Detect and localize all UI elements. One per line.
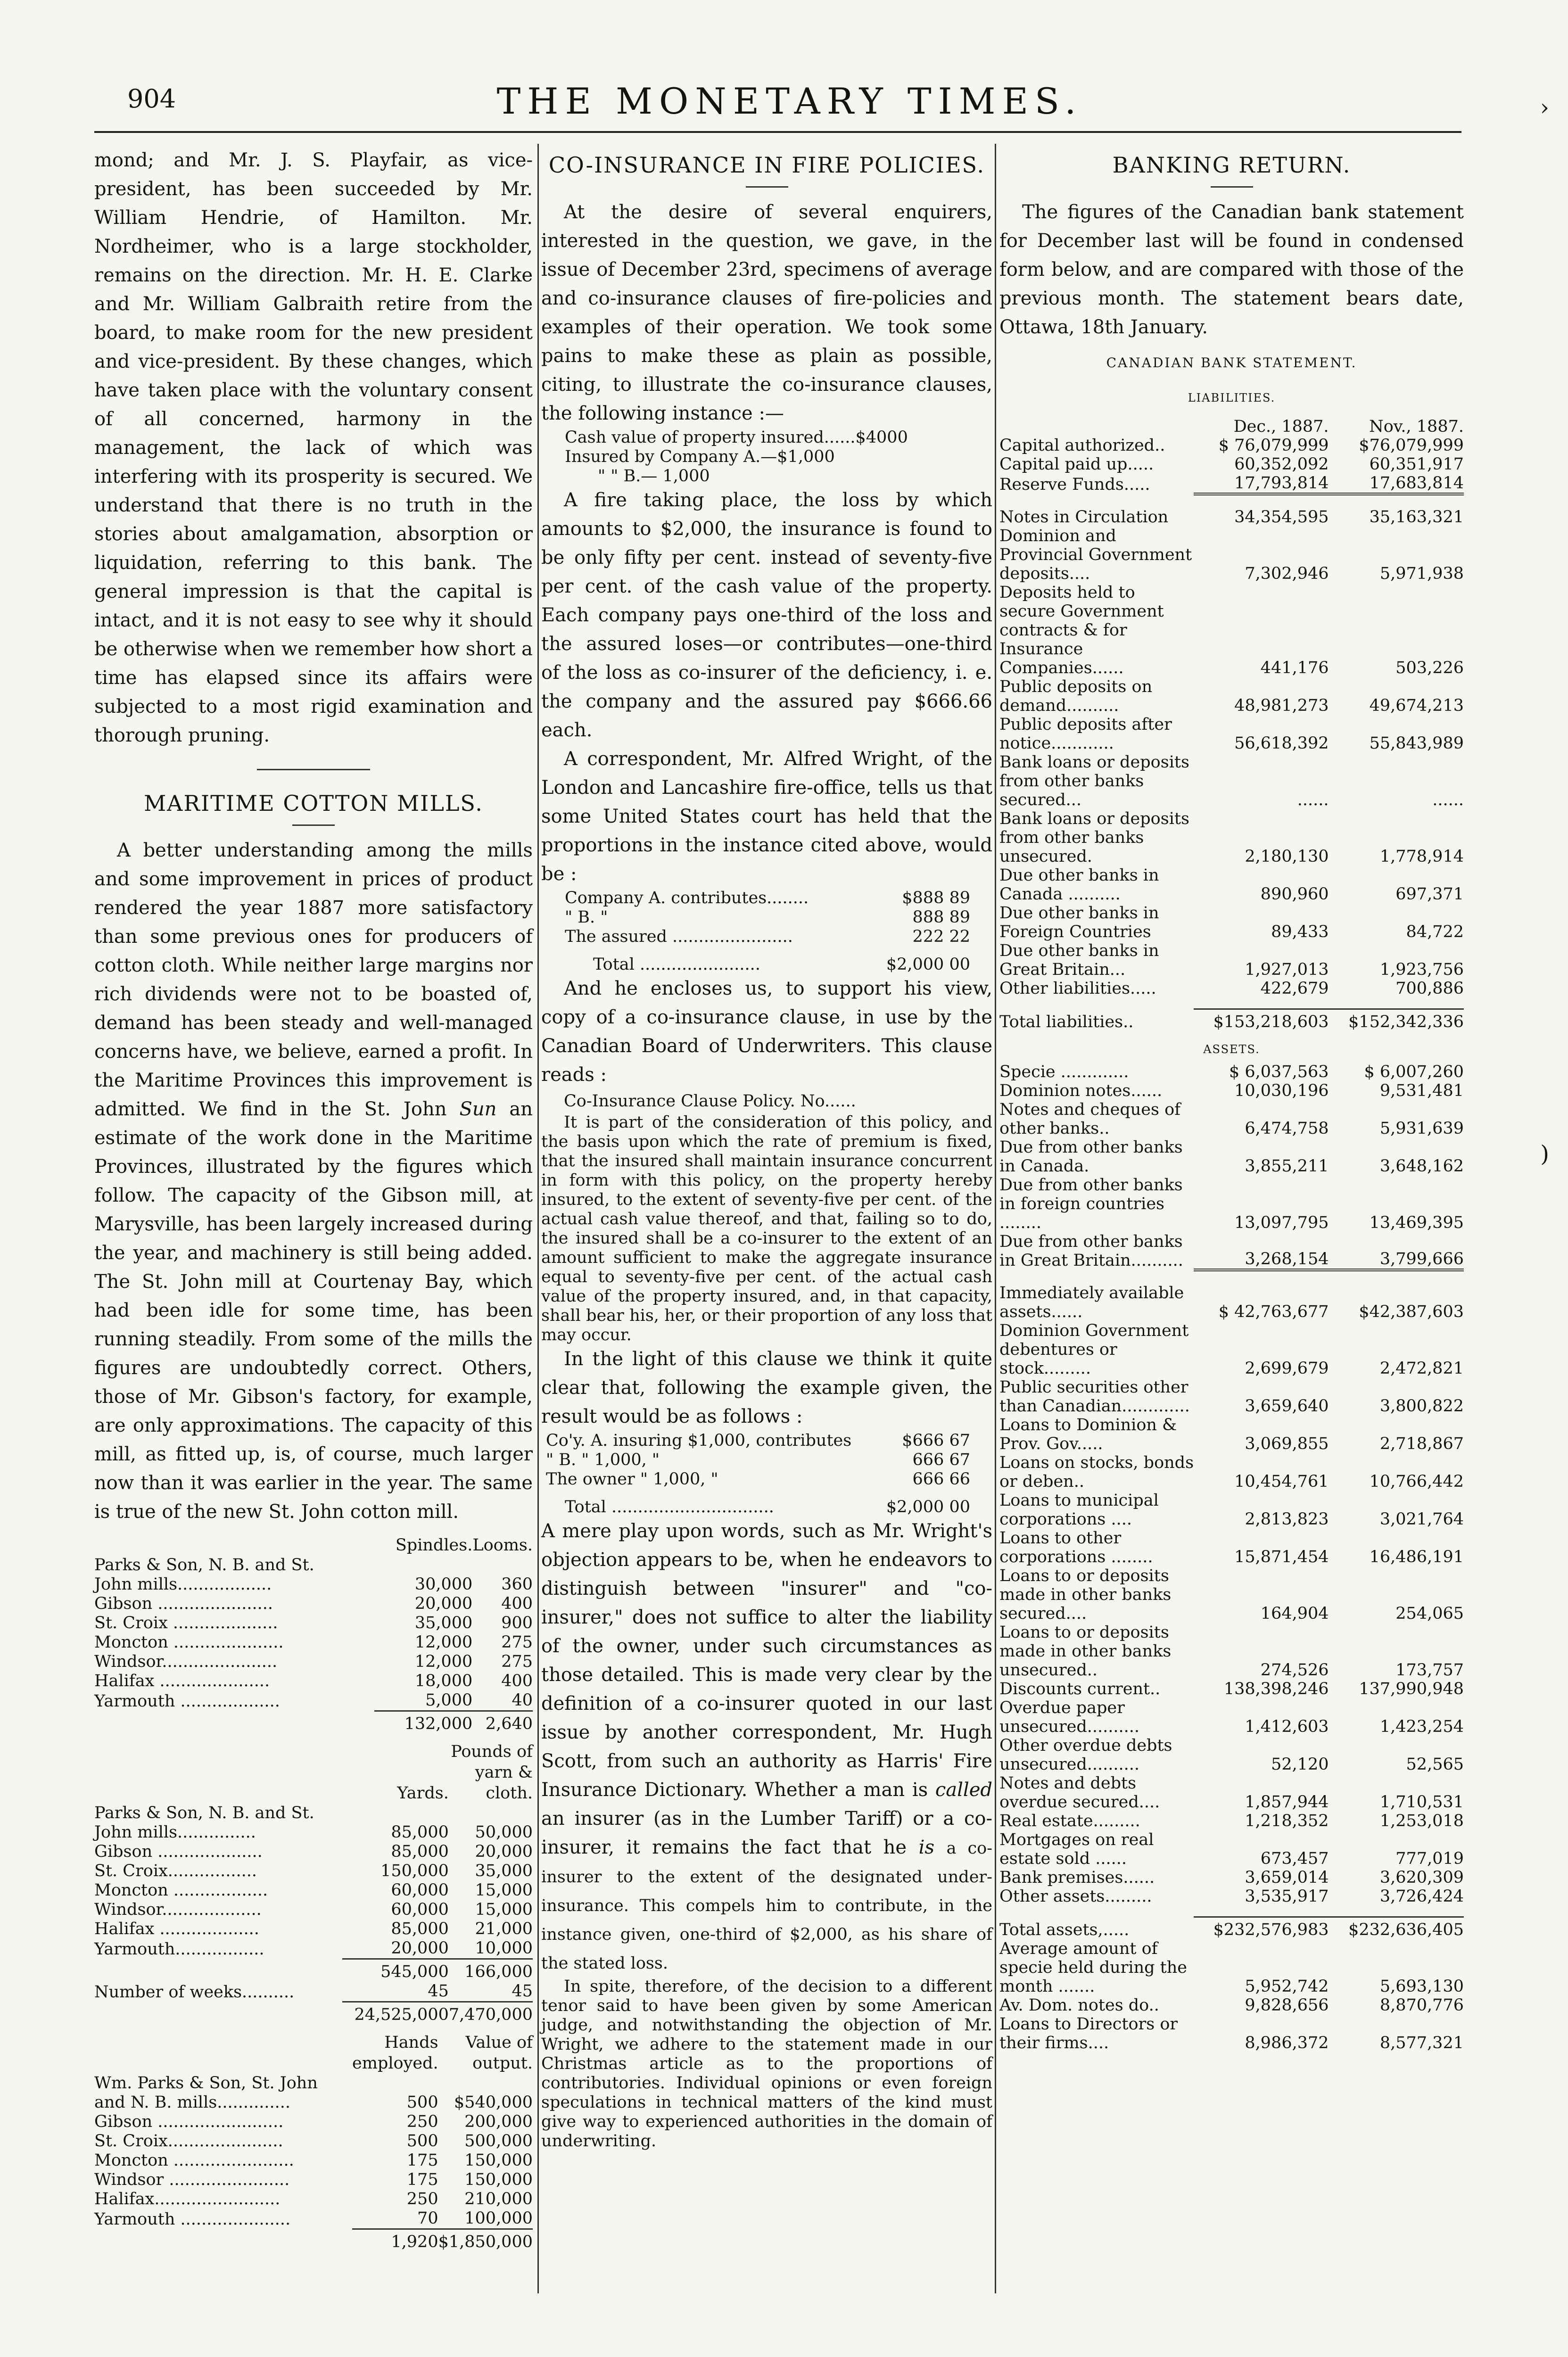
table-title: CANADIAN BANK STATEMENT. <box>1106 355 1357 371</box>
liability-row: Due other banks in Great Britain... 1,927,013 1,923,756 <box>999 941 1464 979</box>
paragraph: The figures of the Canadian bank statement for December last will be found in condensed form below, and are compared with those of the previous month. The statement bears date, Ottawa, 18th January. <box>999 201 1464 338</box>
page-number: 904 <box>127 84 176 114</box>
asset-row: Loans to Dominion & Prov. Gov..... 3,069,855 2,718,867 <box>999 1416 1464 1453</box>
example-three: Co'y. A. insuring $1,000, contributes $666 67 " B. " 1,000, " 666 67 The owner " 1,000, " 666 66 Total ............................... $2,000 00 <box>546 1431 970 1516</box>
mill-row: St. Croix................. 150,000 35,000 <box>94 1862 533 1880</box>
liabilities-caption: LIABILITIES. <box>1188 391 1276 404</box>
mill-row: Gibson .................... 85,000 20,000 <box>94 1842 533 1861</box>
example-row: " B. " 1,000, " 666 67 <box>546 1450 970 1469</box>
liability-row: Due other banks in Canada .......... 890,960 697,371 <box>999 866 1464 904</box>
asset-row: Loans to municipal corporations .... 2,813,823 3,021,764 <box>999 1491 1464 1529</box>
article-heading: BANKING RETURN. <box>1112 152 1351 178</box>
example-row: The assured ....................... 222 22 <box>565 927 970 946</box>
asset-row: Specie ............. $ 6,037,563 $ 6,007,260 <box>999 1063 1464 1081</box>
header-rule <box>94 131 1461 133</box>
mill-row: John mills.................. 30,000 360 <box>94 1575 533 1594</box>
asset-row: Discounts current.. 138,398,246 137,990,948 <box>999 1680 1464 1698</box>
liability-row: Other liabilities..... 422,679 700,886 <box>999 979 1464 998</box>
liability-row: Deposits held to secure Government contracts & for Insurance Companies...... 441,176 503,226 <box>999 583 1464 677</box>
margin-mark: › <box>1540 94 1549 121</box>
asset-row: Due from other banks in Great Britain.......... 3,268,154 3,799,666 <box>999 1232 1464 1270</box>
mill-row: St. Croix...................... 500 500,000 <box>94 2132 533 2151</box>
memo-row: Average amount of specie held during the month ....... 5,952,742 5,693,130 <box>999 1939 1464 1996</box>
mill-row: Halifax........................ 250 210,000 <box>94 2190 533 2209</box>
paragraph: A mere play upon words, such as Mr. Wright's objection appears to be, when he endeavors to distinguish between "insurer" and "co-insurer," does not suffice to alter the liability of the owner, under such circumstances as those detailed. This is made very clear by the definition of a co-insurer quoted in our last issue by another correspondent, Mr. Hugh Scott, from such an authority as Harris' Fire Insurance Dictionary. Whether a man is called an insurer (as in the Lumber Tariff) or a co-insurer, it remains the fact that he is a co-insurer to the extent of the designated under-insurance. This compels him to contribute, in the instance given, one-third of $2,000, as his share of the stated loss. <box>541 1520 992 1973</box>
mills-hands-table: Hands employed. Value of output. Wm. Parks & Son, St. John and N. B. mills.............. 500 $540,000 Gibson ........................ 250 200,000 St. Croix...................... 500 500,000 Moncton ....................... 175 150,000 Windsor ....................... 175 150,000 Halifax........................ 250 210,000 Yarmouth ..................... 70 100,000 1,920 $1,850,000 <box>94 2033 533 2251</box>
mill-row: Windsor...................... 12,000 275 <box>94 1652 533 1671</box>
heading-rule <box>746 186 788 188</box>
mill-row: Yarmouth ..................... 70 100,000 <box>94 2209 533 2229</box>
memo-row: Loans to Directors or their firms.... 8,986,372 8,577,321 <box>999 2015 1464 2052</box>
liability-row: Public deposits after notice............ 56,618,392 55,843,989 <box>999 715 1464 753</box>
asset-row: Notes and debts overdue secured.... 1,857,944 1,710,531 <box>999 1774 1464 1812</box>
assets-caption: ASSETS. <box>1203 1043 1260 1056</box>
asset-row: Public securities other than Canadian............. 3,659,640 3,800,822 <box>999 1378 1464 1416</box>
asset-row: Dominion Government debentures or stock......... 2,699,679 2,472,821 <box>999 1321 1464 1378</box>
asset-row: Due from other banks in Canada. 3,855,211 3,648,162 <box>999 1138 1464 1176</box>
liability-row: Public deposits on demand.......... 48,981,273 49,674,213 <box>999 677 1464 715</box>
liability-row: Notes in Circulation 34,354,595 35,163,321 <box>999 508 1464 527</box>
paragraph: In spite, therefore, of the decision to a different tenor said to have been given by some American judge, and notwithstanding the objection of Mr. Wright, we adhere to the statement made in our Christmas article as to the proportions of contributories. Individual opinions or even foreign speculations in technical matters of the kind must give way to experienced authorities in the domain of underwriting. <box>541 1977 992 2151</box>
asset-row: Loans to or deposits made in other banks secured.... 164,904 254,065 <box>999 1566 1464 1623</box>
liability-row: Reserve Funds..... 17,793,814 17,683,814 <box>999 474 1464 494</box>
column-middle <box>541 146 992 2151</box>
mill-row: Yarmouth................. 20,000 10,000 <box>94 1939 533 1959</box>
clause-title: Co-Insurance Clause Policy. No...... <box>564 1092 856 1111</box>
article-heading: MARITIME COTTON MILLS. <box>144 791 483 816</box>
mill-row: Parks & Son, N. B. and St. <box>94 1804 314 1822</box>
mills-spindles-table: Spindles. Looms. Parks & Son, N. B. and St. John mills.................. 30,000 360 Gibson ...................... 20,000 400 St. Croix .................... 35,000 900 Moncton ..................... 12,000 275 Windsor...................... 12,000 275 Halifax ..................... 18,000 400 Yarmouth ................... 5,000 40 132,000 2,640 <box>94 1536 533 1733</box>
asset-row: Real estate......... 1,218,352 1,253,018 <box>999 1812 1464 1830</box>
paragraph: A fire taking place, the loss by which amounts to $2,000, the insurance is found to be only fifty per cent. instead of seventy-five per cent. of the cash value of the property. Each company pays one-third of the loss and the assured loses—or contributes—one-third of the loss as co-insurer of the deficiency, i. e. the company and the assured pay $666.66 each. <box>541 489 992 741</box>
heading-rule <box>1211 186 1253 188</box>
mill-row: Halifax ................... 85,000 21,000 <box>94 1920 533 1938</box>
paragraph: In the light of this clause we think it quite clear that, following the example given, the result would be as follows : <box>541 1348 992 1427</box>
example-row: Co'y. A. insuring $1,000, contributes $666 67 <box>546 1431 970 1450</box>
mill-row: St. Croix .................... 35,000 900 <box>94 1614 533 1632</box>
article-heading: CO-INSURANCE IN FIRE POLICIES. <box>548 152 985 178</box>
mill-row: Windsor................... 60,000 15,000 <box>94 1900 533 1919</box>
article-body: A better understanding among the mills and some improvement in prices of product rendered the year 1887 more satisfactory than some previous ones for producers of cotton cloth. While neither large margins nor rich dividends were not to be boasted of, demand has been steady and well-managed concerns have, we believe, earned a profit. In the Maritime Provinces this improvement is admitted. We find in the St. John Sun an estimate of the work done in the Maritime Provinces, illustrated by the figures which follow. The capacity of the Gibson mill, at Marysville, has been largely increased during the year, and machinery is still being added. The St. John mill at Courtenay Bay, which had been idle for some time, has been running steadily. From some of the mills the figures are undoubtedly correct. Others, those of Mr. Gibson's factory, for example, are only approximations. The capacity of this mill, as fitted up, is, of course, much larger now than it was earlier in the year. The same is true of the new St. John cotton mill. <box>94 840 533 1523</box>
liability-row: Capital authorized.. $ 76,079,999 $76,079,999 <box>999 436 1464 455</box>
column-left <box>94 146 533 2252</box>
example-row: The owner " 1,000, " 666 66 <box>546 1470 970 1489</box>
bank-statement-table: Dec., 1887. Nov., 1887. Capital authorized.. $ 76,079,999 $76,079,999 Capital paid up..... 60,352,092 60,351,917 Reserve Funds..... 17,793,814 17,683,814 Notes in Circulation 34,354,595 35,163,321 Dominion and Provincial Government deposits.... 7,302,946 5,971,938 Deposits held to secure Government contracts & for Insurance Companies...... 441,176 503,226 Public deposits on demand.......... 48,981,273 49,674,213 Public deposits after notice............ 56,618,392 55,843,989 Bank loans or deposits from other banks secured... ...... ...... Bank loans or deposits from other banks unsecured. 2,180,130 1,778,914 Due other banks in Canada .......... 890,960 697,371 Due other banks in Foreign Countries 89,433 84,722 Due other banks in Great Britain... 1,927,013 1,923,756 Other liabilities..... 422,679 700,886 Total liabilities.. $153,218,603 $152,342,336 ASSETS. Specie ............. $ 6,037,563 $ 6,007,260 Dominion notes...... 10,030,196 9,531,481 Notes and cheques of other banks.. 6,474,758 5,931,639 Due from other banks in Canada. 3,855,211 3,648,162 Due from other banks in foreign countries ........ 13,097,795 13,469,395 Due from other banks in Great Britain.......... 3,268,154 3,799,666 Immediately available assets...... $ 42,763,677 $42,387,603 Dominion Government debentures or stock......... 2,699,679 2,472,821 Public securities other than Canadian............. 3,659,640 3,800,822 Loans to Dominion & Prov. Gov..... 3,069,855 2,718,867 Loans on stocks, bonds or deben.. 10,454,761 10,766,442 Loans to municipal corporations .... 2,813,823 3,021,764 Loans to other corporations ........ 15,871,454 16,486,191 Loans to or deposits made in other banks secured.... 164,904 254,065 Loans to or deposits made in other banks unsecured.. 274,526 173,757 Discounts current.. 138,398,246 137,990,948 Overdue paper unsecured.......... 1,412,603 1,423,254 Other overdue debts unsecured.......... 52,120 52,565 Notes and debts overdue secured.... 1,857,944 1,710,531 Real estate......... 1,218,352 1,253,018 Mortgages on real estate sold ...... 673,457 777,019 Bank premises...... 3,659,014 3,620,309 Other assets......... 3,535,917 3,726,424 Total assets,..... $232,576,983 $232,636,405 Average amount of specie held during the month ....... 5,952,742 5,693,130 Av. Dom. notes do.. 9,828,656 8,870,776 Loans to Directors or their firms.... 8,986,372 8,577,321 <box>999 417 1464 2052</box>
column-divider <box>537 144 539 2293</box>
liability-row: Due other banks in Foreign Countries 89,433 84,722 <box>999 904 1464 941</box>
mill-row: Gibson ........................ 250 200,000 <box>94 2112 533 2131</box>
example-row: Company A. contributes........ $888 89 <box>565 889 970 907</box>
mill-row: Halifax ..................... 18,000 400 <box>94 1672 533 1690</box>
paragraph: And he encloses us, to support his view, copy of a co-insurance clause, in use by the Canadian Board of Underwriters. This clause reads : <box>541 978 992 1086</box>
liability-row: Capital paid up..... 60,352,092 60,351,917 <box>999 455 1464 474</box>
memo-row: Av. Dom. notes do.. 9,828,656 8,870,776 <box>999 1996 1464 2015</box>
column-divider <box>995 144 996 2293</box>
mill-row: Moncton ..................... 12,000 275 <box>94 1633 533 1652</box>
asset-row: Other overdue debts unsecured.......... 52,120 52,565 <box>999 1736 1464 1774</box>
bank-article-continuation: mond; and Mr. J. S. Playfair, as vice-president, has been succeeded by Mr. William Hendrie, of Hamilton. Mr. Nordheimer, who is a large stockholder, remains on the direction. Mr. H. E. Clarke and Mr. William Galbraith retire from the board, to make room for the new president and vice-president. By these changes, which have taken place with the voluntary consent of all concerned, harmony in the management, the lack of which was interfering with its prosperity is secured. We understand that there is no truth in the stories about amalgamation, absorption or liquidation, referring to this bank. The general impression is that the capital is intact, and it is not easy to see why it should be otherwise when we remember how short a time has elapsed since its affairs were subjected to a most rigid examination and thorough pruning. <box>94 149 533 746</box>
heading-rule <box>292 824 335 826</box>
asset-row: Notes and cheques of other banks.. 6,474,758 5,931,639 <box>999 1100 1464 1138</box>
example-one: Cash value of property insured......$4000 Insured by Company A.—$1,000 " " B.— 1,000 <box>565 428 908 486</box>
liability-row: Bank loans or deposits from other banks unsecured. 2,180,130 1,778,914 <box>999 809 1464 866</box>
asset-row: Loans to other corporations ........ 15,871,454 16,486,191 <box>999 1529 1464 1566</box>
mill-row: John mills............... 85,000 50,000 <box>94 1823 533 1842</box>
mills-output-table: Yards. Pounds of yarn & cloth. Parks & Son, N. B. and St. John mills............... 85,000 50,000 Gibson .................... 85,000 20,000 St. Croix................. 150,000 35,000 Moncton .................. 60,000 15,000 Windsor................... 60,000 15,000 Halifax ................... 85,000 21,000 Yarmouth................. 20,000 10,000 545,000 166,000 Number of weeks.......... 45 45 24,525,000 7,470,000 <box>94 1742 533 2024</box>
mill-row: Moncton .................. 60,000 15,000 <box>94 1881 533 1900</box>
margin-mark: ) <box>1540 1141 1549 1167</box>
paragraph: At the desire of several enquirers, interested in the question, we gave, in the issue of December 23rd, specimens of average and co-insurance clauses of fire-policies and examples of their operation. We took some pains to make these as plain as possible, citing, to illustrate the co-insurance clauses, the following instance :— <box>541 201 992 424</box>
paragraph: A correspondent, Mr. Alfred Wright, of the London and Lancashire fire-office, tells us that some United States court has held that the proportions in the instance cited above, would be : <box>541 748 992 885</box>
asset-row: Mortgages on real estate sold ...... 673,457 777,019 <box>999 1830 1464 1868</box>
asset-row: Loans on stocks, bonds or deben.. 10,454,761 10,766,442 <box>999 1453 1464 1491</box>
liability-row: Bank loans or deposits from other banks secured... ...... ...... <box>999 753 1464 809</box>
asset-row: Due from other banks in foreign countries ........ 13,097,795 13,469,395 <box>999 1176 1464 1232</box>
masthead: THE MONETARY TIMES. <box>496 80 1083 122</box>
mill-row: Yarmouth ................... 5,000 40 <box>94 1691 533 1711</box>
mill-row: Windsor ....................... 175 150,000 <box>94 2170 533 2189</box>
mill-row: and N. B. mills.............. 500 $540,000 <box>94 2093 533 2112</box>
asset-row: Other assets......... 3,535,917 3,726,424 <box>999 1887 1464 1906</box>
mill-row: Moncton ....................... 175 150,000 <box>94 2151 533 2170</box>
asset-row: Loans to or deposits made in other banks unsecured.. 274,526 173,757 <box>999 1623 1464 1680</box>
asset-row: Bank premises...... 3,659,014 3,620,309 <box>999 1868 1464 1887</box>
column-right <box>999 146 1464 2052</box>
mill-row: Gibson ...................... 20,000 400 <box>94 1594 533 1613</box>
section-rule <box>257 769 370 770</box>
asset-row: Dominion notes...... 10,030,196 9,531,481 <box>999 1081 1464 1100</box>
liability-row: Dominion and Provincial Government deposits.... 7,302,946 5,971,938 <box>999 527 1464 583</box>
clause-text: It is part of the consideration of this policy, and the basis upon which the rate of premium is fixed, that the insured shall maintain insurance concurrent in form with this policy, on the property hereby insured, to the extent of seventy-five per cent. of the actual cash value thereof, and that, failing so to do, the insured shall be a co-insurer to the extent of an amount sufficient to make the aggregate insurance equal to seventy-five per cent. of the actual cash value of the property insured, and, in that capacity, shall bear his, her, or their proportion of any loss that may occur. <box>541 1113 992 1344</box>
mill-row: Parks & Son, N. B. and St. <box>94 1556 314 1574</box>
asset-row: Immediately available assets...... $ 42,763,677 $42,387,603 <box>999 1284 1464 1321</box>
example-two: Company A. contributes........ $888 89 " B. " 888 89 The assured ....................... 222 22 Total ....................... $2,000 00 <box>565 889 970 974</box>
mill-row: Wm. Parks & Son, St. John <box>94 2074 318 2093</box>
asset-row: Overdue paper unsecured.......... 1,412,603 1,423,254 <box>999 1698 1464 1736</box>
example-row: " B. " 888 89 <box>565 908 970 927</box>
